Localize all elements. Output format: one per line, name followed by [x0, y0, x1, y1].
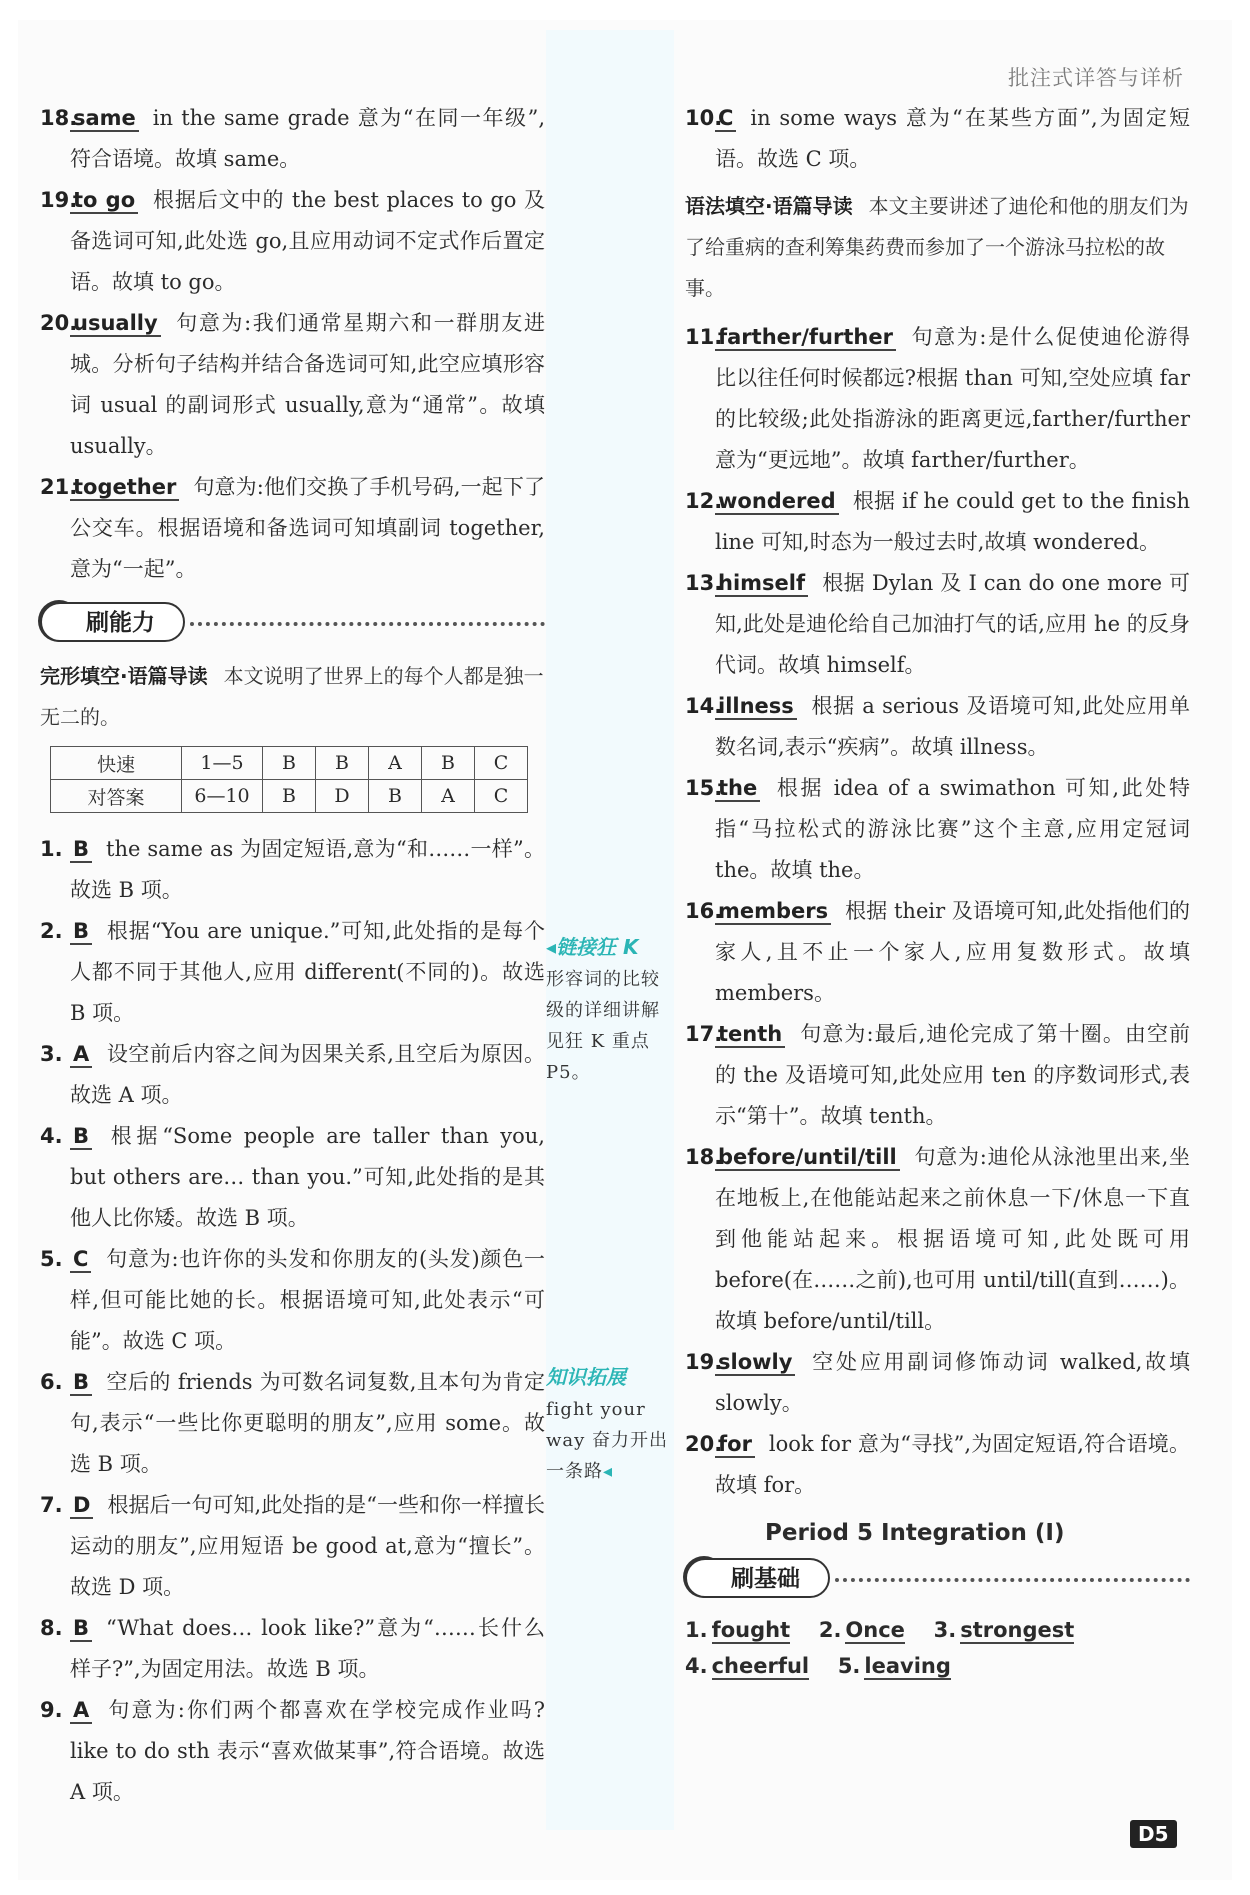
- table-cell: C: [475, 780, 528, 813]
- table-cell: B: [263, 747, 316, 780]
- item-explanation: 句意为:最后,迪伦完成了第十圈。由空前的 the 及语境可知,此处应用 ten 的序数词形式,表示“第十”。故填 tenth。: [715, 1022, 1190, 1128]
- item-explanation: 句意为:是什么促使迪伦游得比以往任何时候都远?根据 than 可知,空处应填 far 的比较级;此处指游泳的距离更远,farther/further 意为“更远地”。故填 farther/further。: [715, 325, 1190, 472]
- item-explanation: 空处应用副词修饰动词 walked,故填 slowly。: [715, 1350, 1190, 1415]
- item-explanation: in some ways 意为“在某些方面”,为固定短语。故选 C 项。: [715, 106, 1190, 171]
- grammar-answer-list: [685, 317, 1190, 1506]
- item-answer: B: [70, 1124, 92, 1150]
- cloze-intro-text: 本文说明了世界上的每个人都是独一无二的。: [40, 664, 544, 729]
- item-answer: B: [70, 1616, 92, 1642]
- item-explanation: 设空前后内容之间为因果关系,且空后为原因。故选 A 项。: [70, 1042, 545, 1107]
- item-answer: D: [70, 1493, 93, 1519]
- item-explanation: look for 意为“寻找”,为固定短语,符合语境。故填 for。: [715, 1432, 1190, 1497]
- quick-table-range: 1—5: [182, 747, 263, 780]
- cloze-intro: [40, 656, 545, 738]
- arrow-icon: ◂: [546, 935, 557, 959]
- answer-item: [40, 1690, 545, 1813]
- item-explanation: 根据后文中的 the best places to go 及备选词可知,此处选 go,且应用动词不定式作后置定语。故填 to go。: [70, 188, 545, 294]
- item-number: 1.: [40, 837, 63, 861]
- item-answer: C: [715, 106, 736, 132]
- margin-note-knowledge: [546, 1360, 674, 1487]
- item-answer: A: [70, 1698, 92, 1724]
- item-explanation: 空后的 friends 为可数名词复数,且本句为肯定句,表示“一些比你更聪明的朋友”,应用 some。故选 B 项。: [70, 1370, 545, 1476]
- item-explanation: 根据“Some people are taller than you, but others are… than you.”可知,此处指的是其他人比你矮。故选 B 项。: [70, 1124, 545, 1230]
- answer-item: [685, 768, 1190, 891]
- item-number: 17.: [685, 1022, 723, 1046]
- item-number: 14.: [685, 694, 723, 718]
- item-answer: before/until/till: [715, 1145, 900, 1171]
- item-explanation: the same as 为固定短语,意为“和……一样”。故选 B 项。: [70, 837, 545, 902]
- dotted-divider: [190, 622, 545, 626]
- answer-item: [685, 891, 1190, 1014]
- item-answer: himself: [715, 571, 808, 597]
- item-explanation: “What does… look like?”意为“……长什么样子?”,为固定用法。故选 B 项。: [70, 1616, 545, 1681]
- table-cell: B: [369, 780, 422, 813]
- answer-item: [685, 98, 1190, 180]
- note1-text: 形容词的比较级的详细讲解见狂 K 重点 P5。: [546, 969, 660, 1083]
- item-answer: A: [70, 1042, 92, 1068]
- item-answer: slowly: [715, 1350, 795, 1376]
- margin-note-link: [546, 930, 674, 1088]
- answer-item: [685, 1014, 1190, 1137]
- period-title: Period 5 Integration (Ⅰ): [765, 1520, 1065, 1546]
- item-number: 18.: [685, 1145, 723, 1169]
- item-answer: farther/further: [715, 325, 896, 351]
- grammar-intro: [685, 186, 1190, 309]
- item-number: 19.: [40, 188, 78, 212]
- answer-item: [40, 1485, 545, 1608]
- item-explanation: 根据 Dylan 及 I can do one more 可知,此处是迪伦给自己加油打气的话,应用 he 的反身代词。故填 himself。: [715, 571, 1190, 677]
- item-number: 6.: [40, 1370, 63, 1394]
- note2-label: 知识拓展: [546, 1365, 626, 1389]
- basic-answer: cheerful: [711, 1654, 810, 1678]
- cloze-answer-list: [40, 829, 545, 1813]
- dotted-divider: [835, 1578, 1190, 1582]
- item-number: 19.: [685, 1350, 723, 1374]
- item-number: 16.: [685, 899, 723, 923]
- answer-item: [685, 481, 1190, 563]
- answer-list-right-top: [685, 98, 1190, 180]
- answer-item: [685, 1424, 1190, 1506]
- item-explanation: 句意为:我们通常星期六和一群朋友进城。分析句子结构并结合备选词可知,此空应填形容词 usual 的副词形式 usually,意为“通常”。故填 usually。: [70, 311, 545, 458]
- basic-answers-row-2: 4. cheerful 5. leaving: [685, 1654, 951, 1678]
- basic-answer: leaving: [864, 1654, 951, 1678]
- item-explanation: 根据 a serious 及语境可知,此处应用单数名词,表示“疾病”。故填 illness。: [715, 694, 1190, 759]
- item-number: 20.: [40, 311, 78, 335]
- item-number: 10.: [685, 106, 723, 130]
- answer-item: [685, 1342, 1190, 1424]
- answer-item: [40, 303, 545, 467]
- item-answer: same: [70, 106, 139, 132]
- answer-item: [40, 467, 545, 590]
- table-row: [51, 747, 528, 780]
- answer-item: [685, 563, 1190, 686]
- item-number: 3.: [40, 1042, 63, 1066]
- item-number: 18.: [40, 106, 78, 130]
- page-number: D5: [1130, 1820, 1177, 1848]
- quick-table-label-top: 快速: [51, 747, 182, 780]
- item-answer: B: [70, 837, 92, 863]
- item-answer: tenth: [715, 1022, 785, 1048]
- item-answer: illness: [715, 694, 797, 720]
- cloze-intro-title: 完形填空·语篇导读: [40, 664, 208, 688]
- item-number: 15.: [685, 776, 723, 800]
- item-answer: together: [70, 475, 179, 501]
- answer-item: [40, 1116, 545, 1239]
- table-cell: A: [422, 780, 475, 813]
- answer-item: [40, 829, 545, 911]
- item-number: 7.: [40, 1493, 63, 1517]
- item-number: 12.: [685, 489, 723, 513]
- page-header-title: 批注式详答与详析: [1008, 66, 1184, 90]
- answer-item: [40, 98, 545, 180]
- answer-list-left-top: [40, 98, 545, 590]
- item-explanation: 根据 idea of a swimathon 可知,此处特指“马拉松式的游泳比赛”这个主意,应用定冠词 the。故填 the。: [715, 776, 1190, 882]
- note2-text: fight your way 奋力开出一条路: [546, 1399, 669, 1482]
- answer-item: [40, 1362, 545, 1485]
- section-ability-bar: [40, 598, 545, 650]
- basic-answer: fought: [711, 1618, 791, 1642]
- quick-answer-table: [50, 746, 528, 813]
- section-basic-bar: [685, 1554, 1190, 1606]
- quick-table-range: 6—10: [182, 780, 263, 813]
- item-number: 11.: [685, 325, 723, 349]
- table-cell: C: [475, 747, 528, 780]
- basic-answer: Once: [845, 1618, 905, 1642]
- item-answer: C: [70, 1247, 91, 1273]
- item-answer: wondered: [715, 489, 839, 515]
- right-column: [685, 98, 1190, 1684]
- answer-item: [40, 1239, 545, 1362]
- item-answer: members: [715, 899, 831, 925]
- answer-item: [685, 686, 1190, 768]
- table-cell: D: [316, 780, 369, 813]
- arrow-icon: ◂: [603, 1461, 614, 1482]
- item-explanation: 根据“You are unique.”可知,此处指的是每个人都不同于其他人,应用 different(不同的)。故选 B 项。: [70, 919, 545, 1025]
- item-answer: the: [715, 776, 760, 802]
- item-number: 21.: [40, 475, 78, 499]
- note1-label: 链接狂 K: [556, 935, 639, 959]
- item-explanation: 根据后一句可知,此处指的是“一些和你一样擅长运动的朋友”,应用短语 be good at,意为“擅长”。故选 D 项。: [70, 1493, 545, 1599]
- basic-answer: strongest: [960, 1618, 1075, 1642]
- left-column: [40, 98, 545, 1813]
- item-answer: to go: [70, 188, 138, 214]
- section-basic-label: 刷基础: [685, 1558, 830, 1598]
- table-cell: B: [263, 780, 316, 813]
- grammar-intro-text: 本文主要讲述了迪伦和他的朋友们为了给重病的查利筹集药费而参加了一个游泳马拉松的故事。: [685, 194, 1189, 300]
- table-cell: B: [422, 747, 475, 780]
- item-number: 20.: [685, 1432, 723, 1456]
- answer-item: [685, 317, 1190, 481]
- item-explanation: 根据 if he could get to the finish line 可知,时态为一般过去时,故填 wondered。: [715, 489, 1190, 554]
- item-number: 2.: [40, 919, 63, 943]
- quick-table-label-bottom: 对答案: [51, 780, 182, 813]
- item-number: 9.: [40, 1698, 63, 1722]
- item-answer: for: [715, 1432, 755, 1458]
- item-explanation: 句意为:你们两个都喜欢在学校完成作业吗? like to do sth 表示“喜欢做某事”,符合语境。故选 A 项。: [70, 1698, 545, 1804]
- answer-item: [40, 1608, 545, 1690]
- table-row: [51, 780, 528, 813]
- table-cell: A: [369, 747, 422, 780]
- item-number: 5.: [40, 1247, 63, 1271]
- item-number: 13.: [685, 571, 723, 595]
- item-explanation: in the same grade 意为“在同一年级”,符合语境。故填 same。: [70, 106, 545, 171]
- item-number: 8.: [40, 1616, 63, 1640]
- answer-item: [685, 1137, 1190, 1342]
- item-explanation: 句意为:迪伦从泳池里出来,坐在地板上,在他能站起来之前休息一下/休息一下直到他能站起来。根据语境可知,此处既可用 before(在……之前),也可用 until/till(直到……)。故填 before/until/till。: [715, 1145, 1190, 1333]
- item-explanation: 句意为:也许你的头发和你朋友的(头发)颜色一样,但可能比她的长。根据语境可知,此处表示“可能”。故选 C 项。: [70, 1247, 545, 1353]
- item-explanation: 句意为:他们交换了手机号码,一起下了公交车。根据语境和备选词可知填副词 together,意为“一起”。: [70, 475, 545, 581]
- table-cell: B: [316, 747, 369, 780]
- item-number: 4.: [40, 1124, 63, 1148]
- basic-answers-row-1: 1. fought 2. Once 3. strongest: [685, 1618, 1075, 1642]
- section-ability-label: 刷能力: [40, 602, 185, 642]
- item-answer: usually: [70, 311, 161, 337]
- answer-item: [40, 911, 545, 1034]
- item-explanation: 根据 their 及语境可知,此处指他们的家人,且不止一个家人,应用复数形式。故填 members。: [715, 899, 1190, 1005]
- answer-item: [40, 1034, 545, 1116]
- grammar-intro-title: 语法填空·语篇导读: [685, 194, 853, 218]
- item-answer: B: [70, 919, 92, 945]
- item-answer: B: [70, 1370, 92, 1396]
- answer-item: [40, 180, 545, 303]
